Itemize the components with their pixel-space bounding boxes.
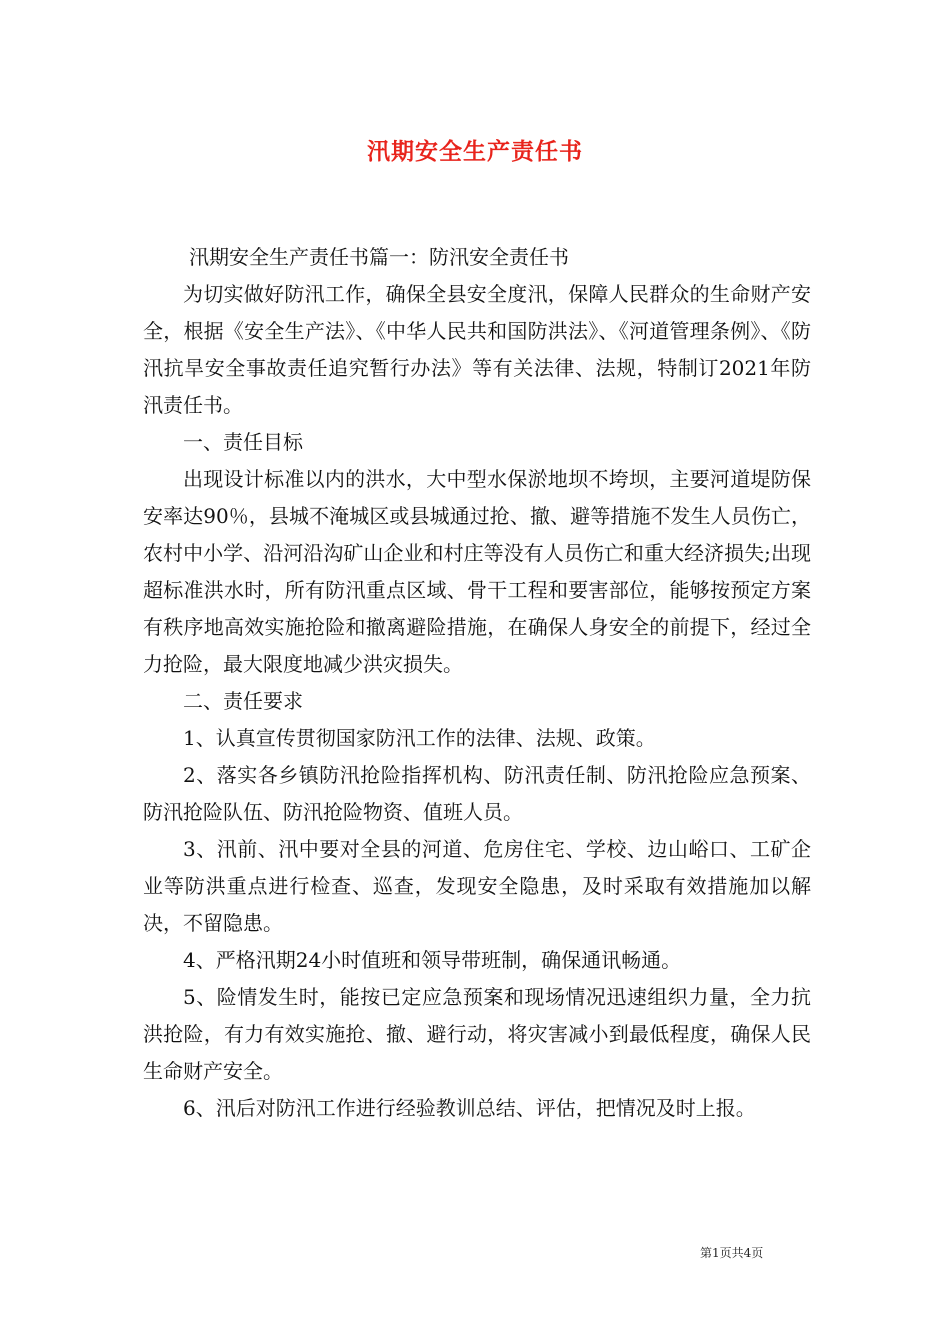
intro-paragraph: 为切实做好防汛工作，确保全县安全度汛，保障人民群众的生命财产安全，根据《安全生产法》、《中华人民共和国防洪法》、《河道管理条例》、《防汛抗旱安全事故责任追究暂行办法》等有关法律、法规，特制订2021年防汛责任书。 bbox=[143, 282, 811, 417]
document-body bbox=[143, 239, 811, 1127]
section-heading-goals: 一、责任目标 bbox=[183, 430, 303, 454]
page-number: 第1页共4页 bbox=[700, 1246, 764, 1260]
requirement-item-5: 5、险情发生时，能按已定应急预案和现场情况迅速组织力量，全力抗洪抢险，有力有效实施抢、撤、避行动，将灾害减小到最低程度，确保人民生命财产安全。 bbox=[143, 985, 811, 1083]
document-title: 汛期安全生产责任书 bbox=[367, 138, 583, 165]
requirement-item-2: 2、落实各乡镇防汛抢险指挥机构、防汛责任制、防汛抢险应急预案、防汛抢险队伍、防汛抢险物资、值班人员。 bbox=[143, 763, 811, 824]
requirement-item-4: 4、严格汛期24小时值班和领导带班制，确保通讯畅通。 bbox=[183, 948, 682, 972]
requirement-item-3: 3、汛前、汛中要对全县的河道、危房住宅、学校、边山峪口、工矿企业等防洪重点进行检查、巡查，发现安全隐患，及时采取有效措施加以解决，不留隐患。 bbox=[143, 837, 811, 935]
section-heading-requirements: 二、责任要求 bbox=[183, 689, 303, 713]
goals-paragraph: 出现设计标准以内的洪水，大中型水保淤地坝不垮坝，主要河道堤防保安率达90％，县城不淹城区或县城通过抢、撤、避等措施不发生人员伤亡，农村中小学、沿河沿沟矿山企业和村庄等没有人员伤亡和重大经济损失;出现超标准洪水时，所有防汛重点区域、骨干工程和要害部位，能够按预定方案有秩序地高效实施抢险和撤离避险措施，在确保人身安全的前提下，经过全力抢险，最大限度地减少洪灾损失。 bbox=[143, 467, 811, 676]
requirement-item-1: 1、认真宣传贯彻国家防汛工作的法律、法规、政策。 bbox=[183, 726, 656, 750]
section-heading-part-one: 汛期安全生产责任书篇一：防汛安全责任书 bbox=[189, 245, 569, 269]
requirement-item-6: 6、汛后对防汛工作进行经验教训总结、评估，把情况及时上报。 bbox=[183, 1096, 756, 1120]
